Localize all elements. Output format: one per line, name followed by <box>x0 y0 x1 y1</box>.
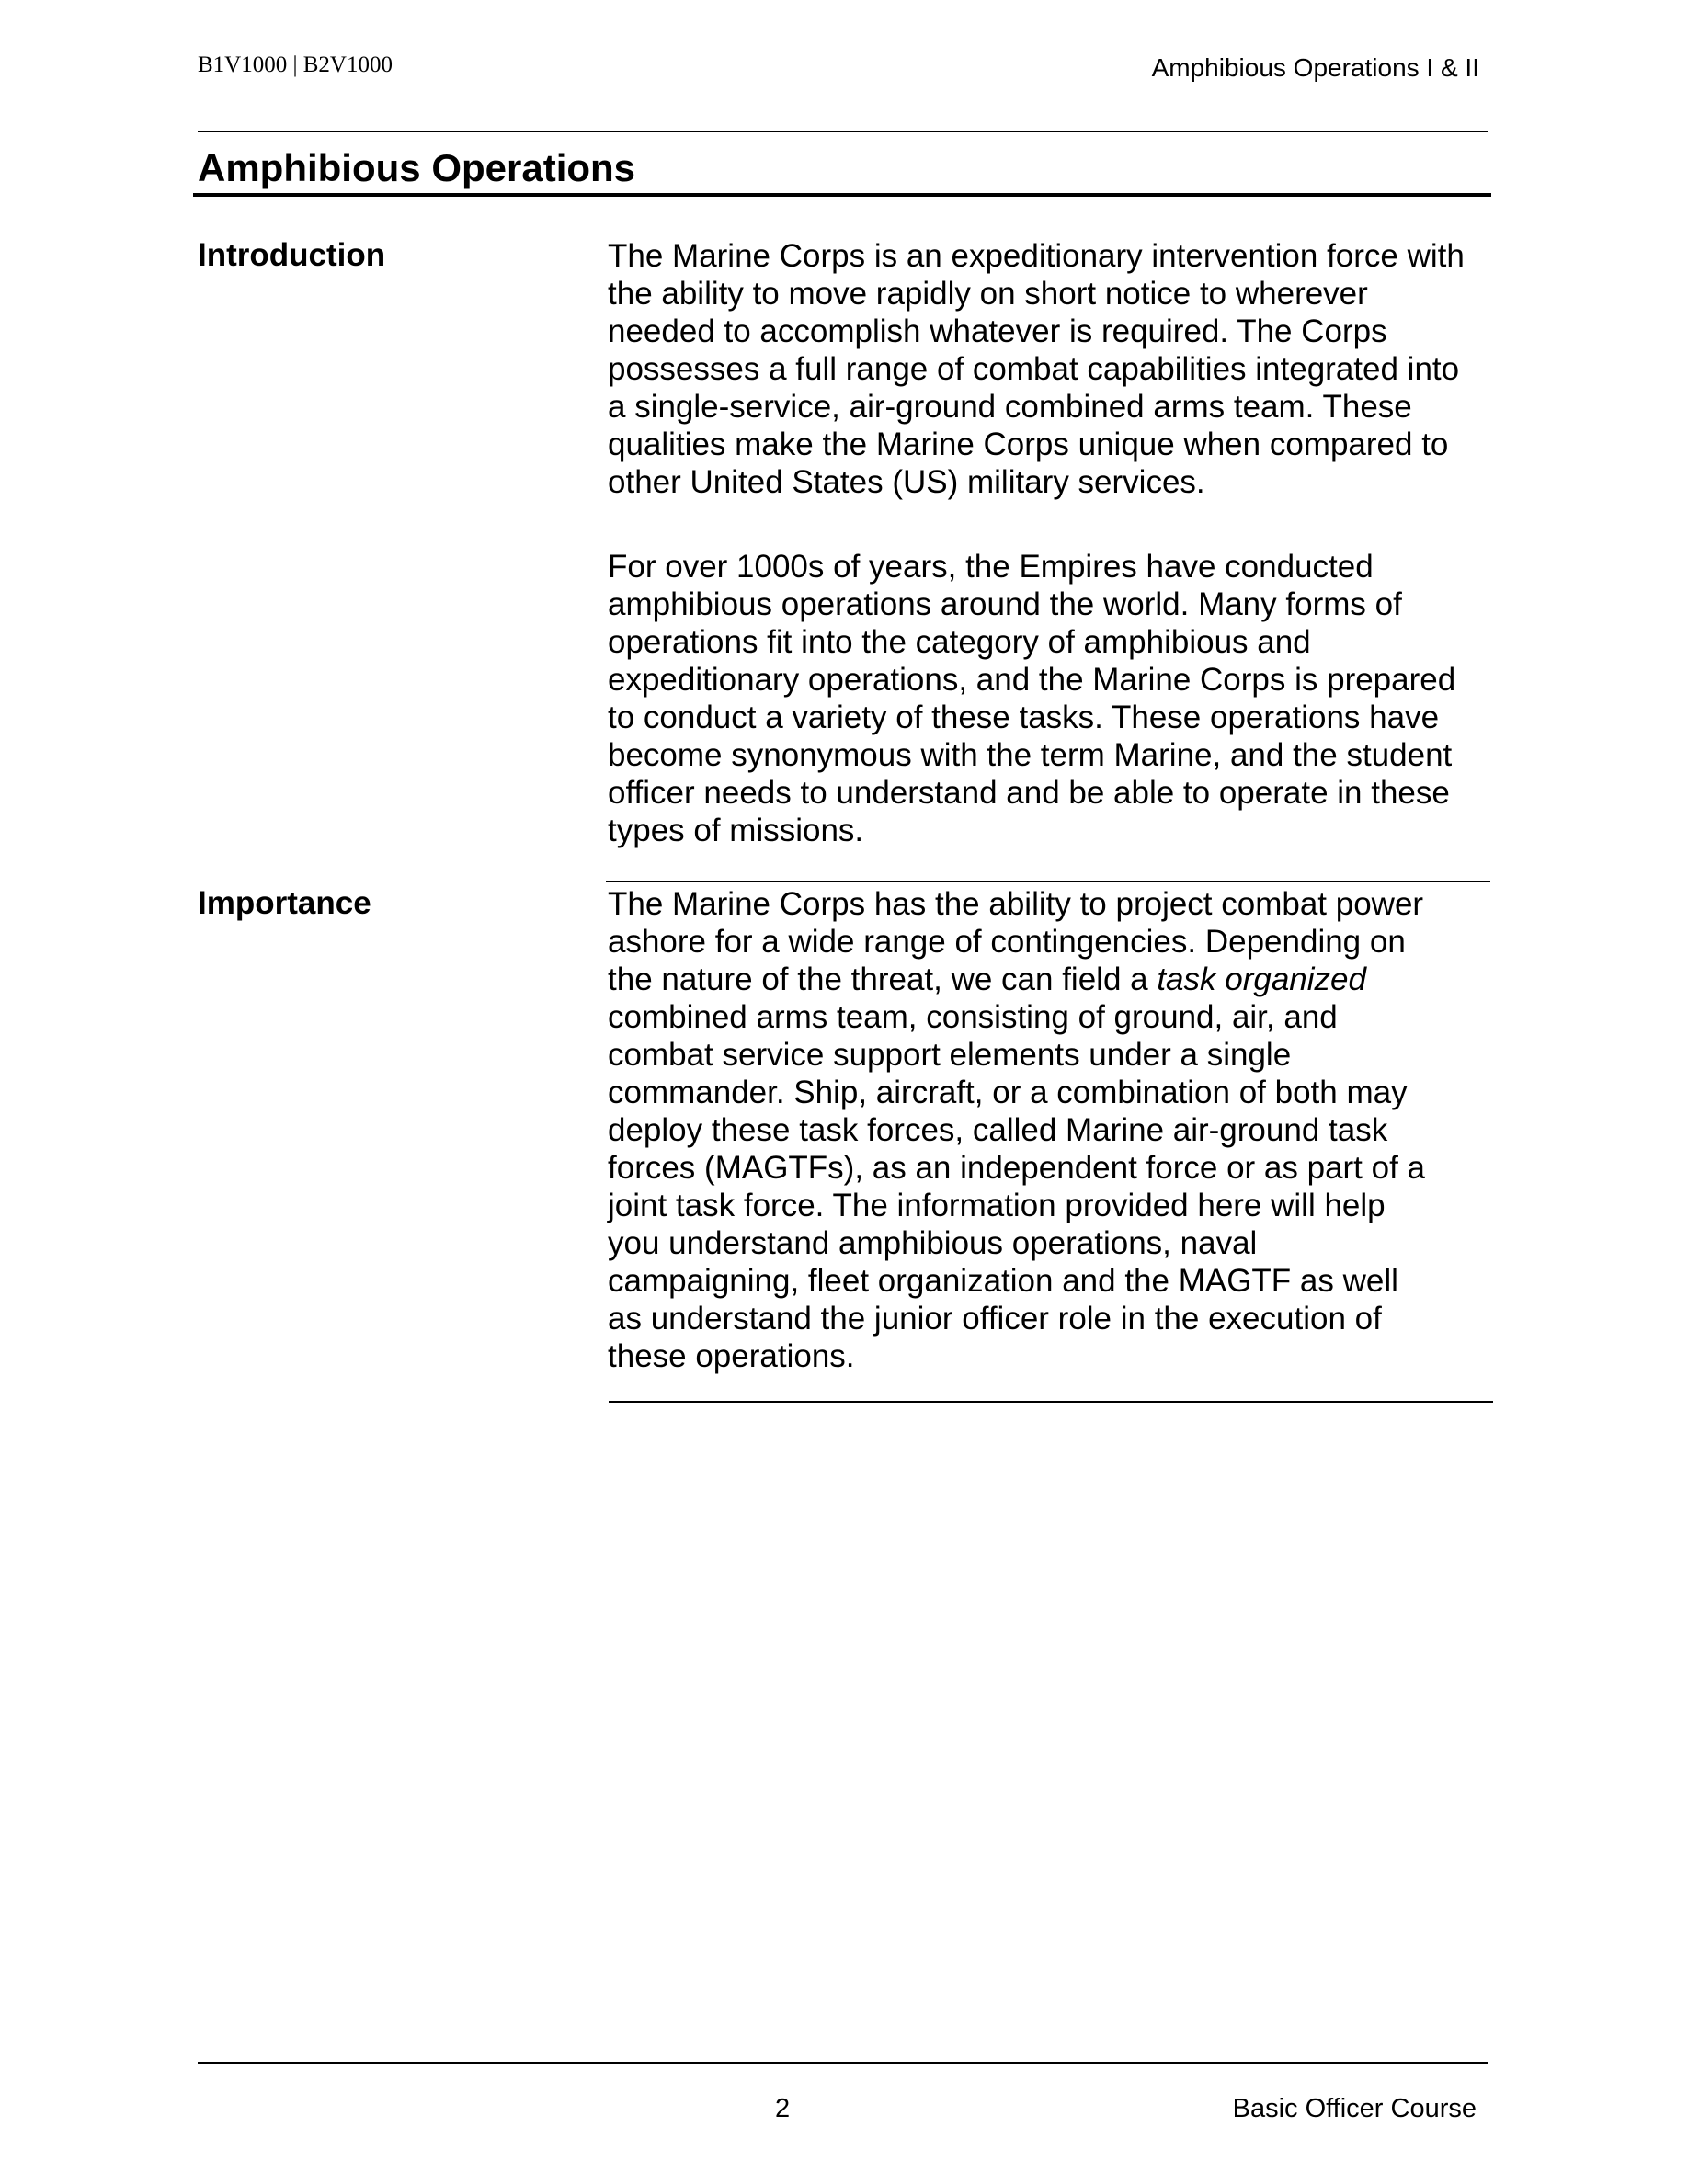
text-line: the ability to move rapidly on short notice to wherever <box>608 276 1368 312</box>
footer-course-name: Basic Officer Course <box>1232 2094 1477 2123</box>
importance-paragraph <box>608 885 1509 1375</box>
section-divider <box>606 881 1490 882</box>
text-line: possesses a full range of combat capabilities integrated into <box>608 351 1460 387</box>
text-line-prefix: the nature of the threat, we can field a <box>608 961 1158 997</box>
text-line: to conduct a variety of these tasks. These operations have <box>608 700 1440 735</box>
header-document-code: B1V1000 | B2V1000 <box>198 52 393 77</box>
section-label-introduction: Introduction <box>198 237 386 273</box>
footer-divider <box>198 2062 1488 2064</box>
text-line: forces (MAGTFs), as an independent force or as part of a <box>608 1150 1426 1186</box>
section-label-importance: Importance <box>198 885 371 921</box>
text-line: ashore for a wide range of contingencies. Depending on <box>608 924 1406 960</box>
section-end-divider <box>609 1401 1493 1403</box>
text-line: expeditionary operations, and the Marine Corps is prepared <box>608 662 1456 698</box>
text-line: campaigning, fleet organization and the MAGTF as well <box>608 1263 1398 1299</box>
text-line: you understand amphibious operations, naval <box>608 1225 1258 1261</box>
text-line: combined arms team, consisting of ground, air, and <box>608 999 1338 1035</box>
text-line: The Marine Corps has the ability to project combat power <box>608 886 1424 922</box>
text-line: officer needs to understand and be able to operate in these <box>608 775 1450 811</box>
text-line: as understand the junior officer role in the execution of <box>608 1301 1382 1337</box>
text-line: commander. Ship, aircraft, or a combination of both may <box>608 1075 1408 1110</box>
title-underline <box>193 193 1491 197</box>
introduction-paragraph-1 <box>608 237 1509 501</box>
page-title: Amphibious Operations <box>198 146 636 189</box>
page-number: 2 <box>775 2094 791 2123</box>
header-document-title: Amphibious Operations I & II <box>1151 53 1479 82</box>
text-line: The Marine Corps is an expeditionary intervention force with <box>608 238 1465 274</box>
text-line: qualities make the Marine Corps unique when compared to <box>608 427 1449 462</box>
introduction-paragraph-2 <box>608 548 1509 849</box>
text-line: amphibious operations around the world. Many forms of <box>608 586 1402 622</box>
text-line: combat service support elements under a single <box>608 1037 1292 1073</box>
emphasis-task-organized: task organized <box>1157 961 1366 997</box>
text-line <box>608 961 1509 998</box>
text-line: these operations. <box>608 1338 855 1374</box>
text-line: needed to accomplish whatever is required. The Corps <box>608 313 1387 349</box>
text-line: become synonymous with the term Marine, and the student <box>608 737 1453 773</box>
text-line: For over 1000s of years, the Empires have conducted <box>608 549 1374 585</box>
text-line: joint task force. The information provided here will help <box>608 1188 1386 1223</box>
text-line: other United States (US) military services. <box>608 464 1205 500</box>
header-divider <box>198 131 1488 132</box>
text-line: operations fit into the category of amphibious and <box>608 624 1311 660</box>
text-line: deploy these task forces, called Marine air-ground task <box>608 1112 1388 1148</box>
text-line: a single-service, air-ground combined arms team. These <box>608 389 1412 425</box>
text-line: types of missions. <box>608 813 864 848</box>
